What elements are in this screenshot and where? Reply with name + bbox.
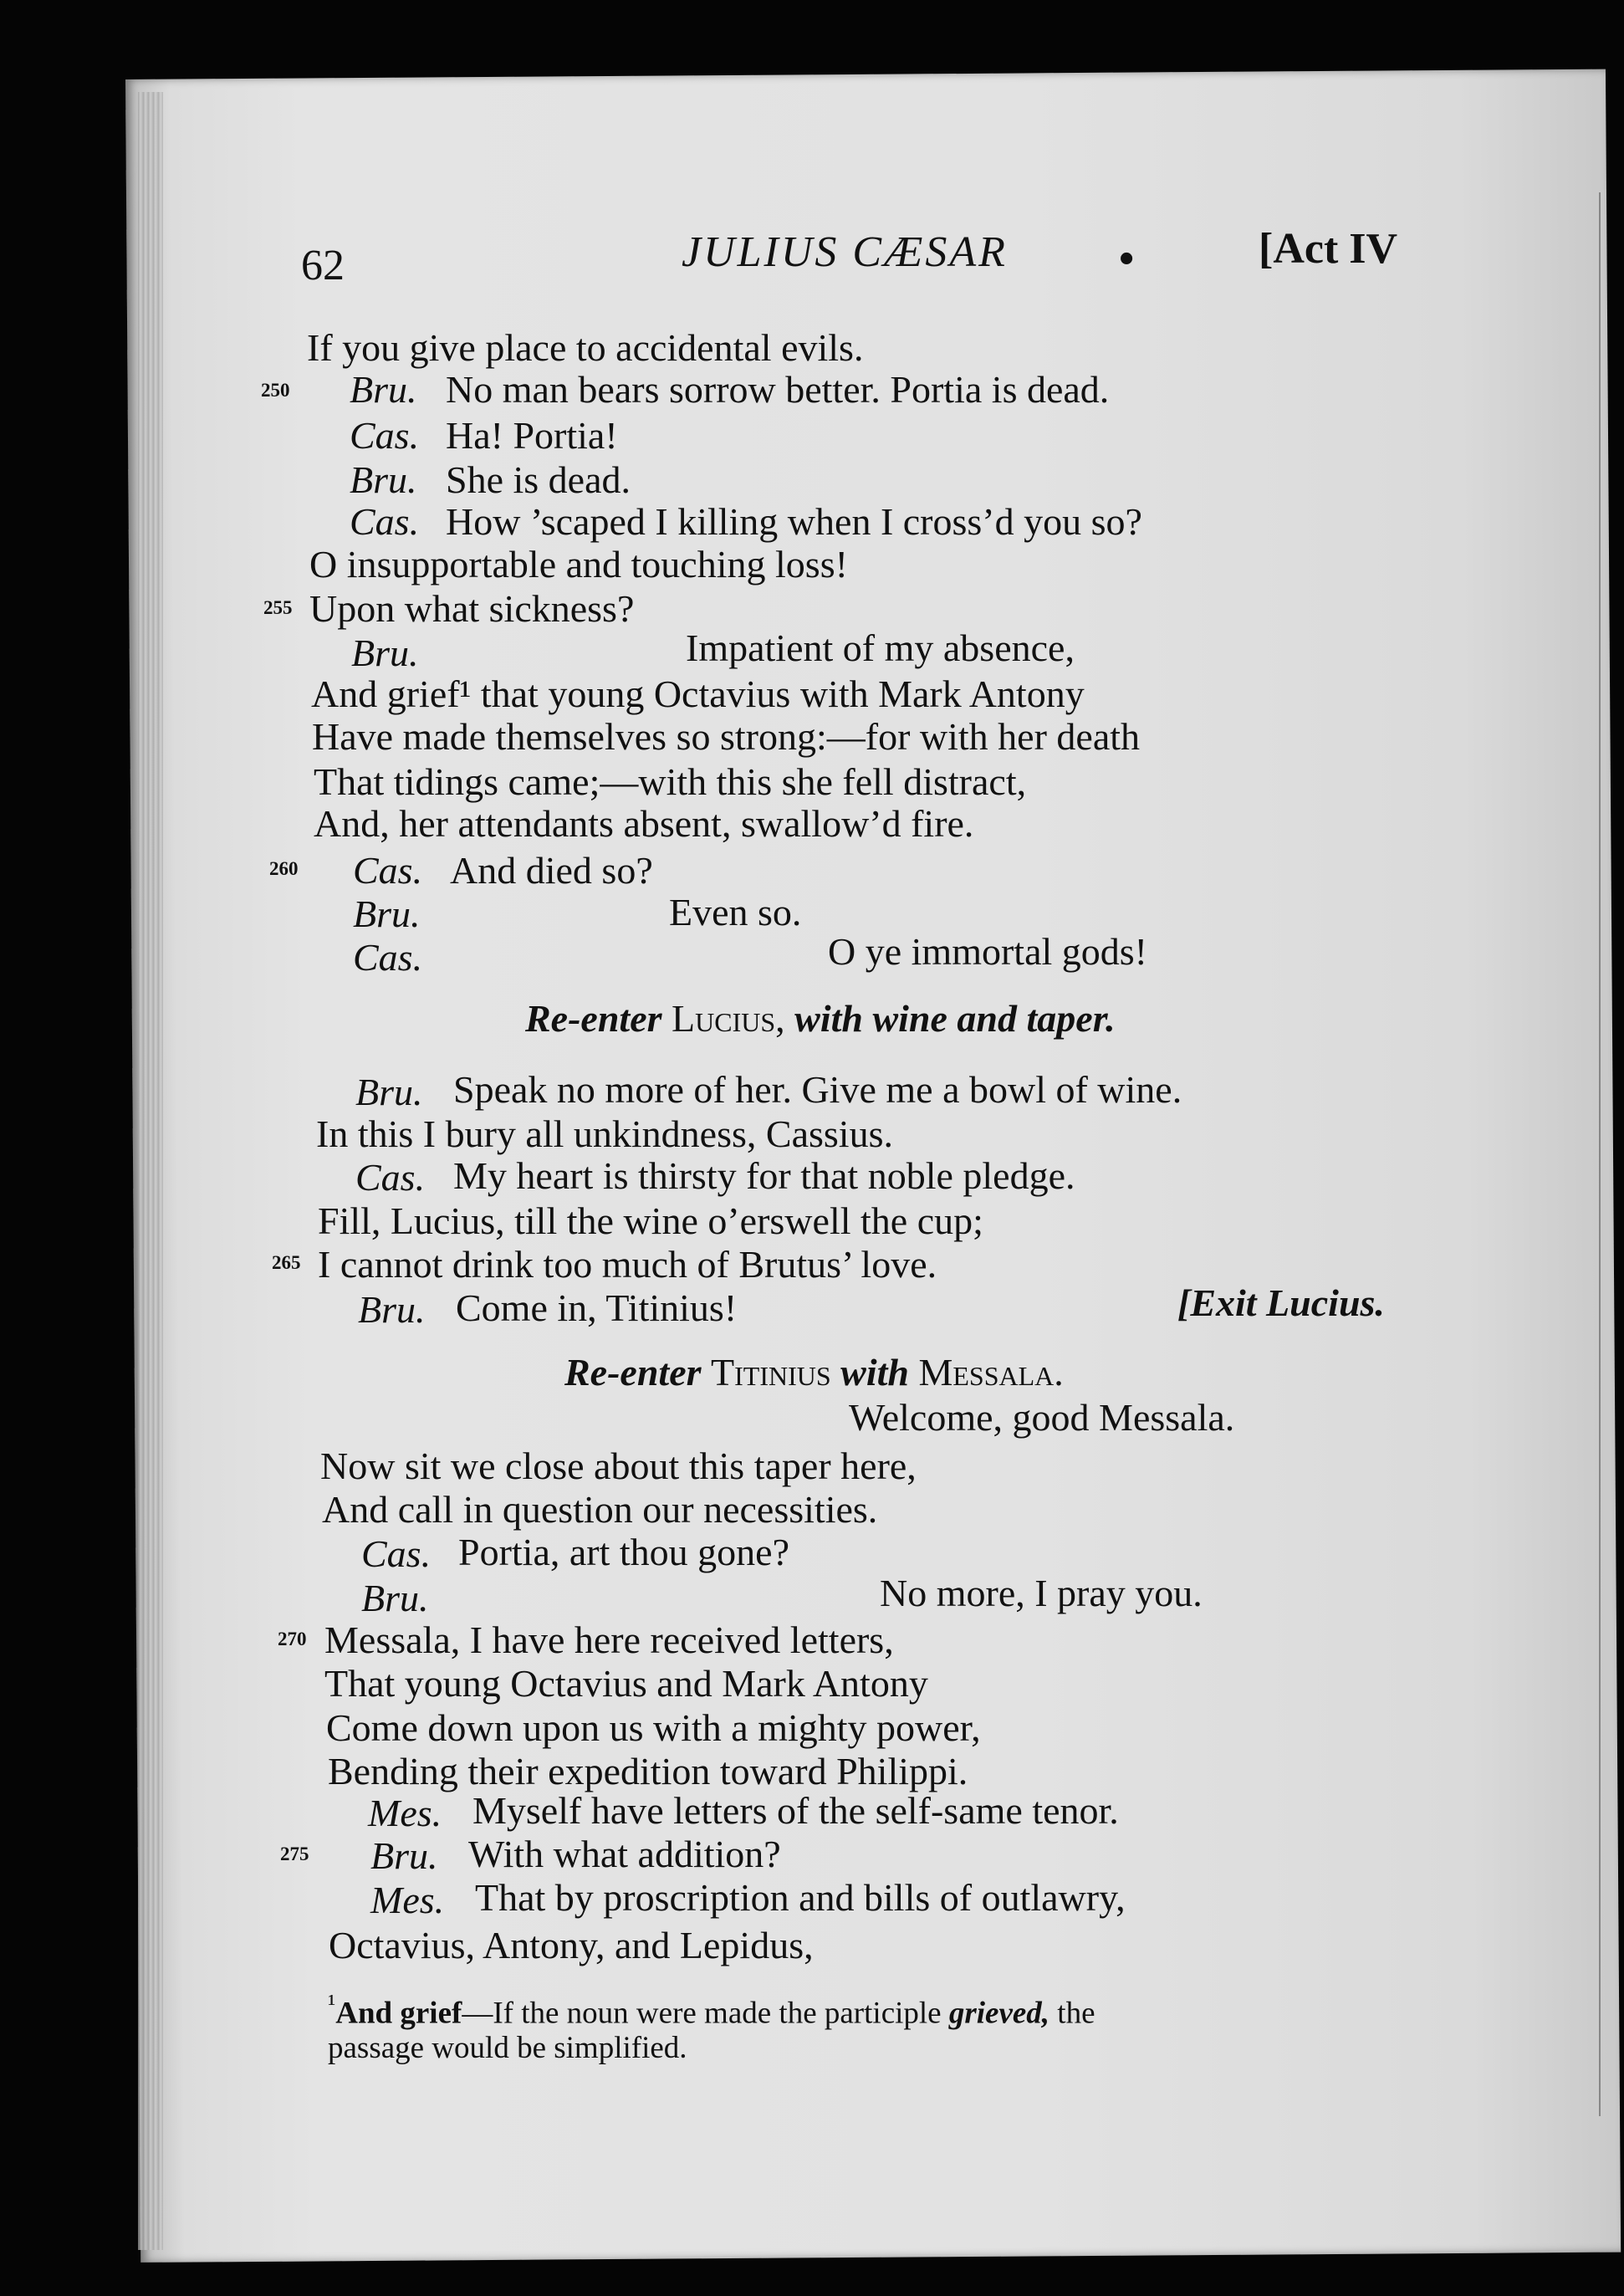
verse-line: In this I bury all unkindness, Cassius. bbox=[316, 1112, 893, 1155]
verse-line: That by proscription and bills of outlawry, bbox=[475, 1876, 1126, 1919]
speaker: Bru. bbox=[370, 1834, 438, 1877]
line-number: 275 bbox=[280, 1843, 309, 1864]
verse-line: And call in question our necessities. bbox=[322, 1488, 878, 1531]
verse-line: Even so. bbox=[669, 891, 802, 933]
line-number: 250 bbox=[261, 380, 290, 401]
footnote-text: the bbox=[1057, 1996, 1095, 2031]
speaker: Bru. bbox=[358, 1288, 426, 1331]
speaker: Cas. bbox=[353, 849, 423, 892]
speaker: Bru. bbox=[350, 368, 417, 411]
speaker: Bru. bbox=[355, 1071, 423, 1113]
verse-line: Impatient of my absence, bbox=[686, 626, 1075, 669]
line-number: 255 bbox=[263, 597, 293, 618]
verse-line: And died so? bbox=[450, 849, 653, 892]
verse-line: No more, I pray you. bbox=[880, 1572, 1203, 1614]
line-number: 270 bbox=[278, 1629, 307, 1649]
verse-line: No man bears sorrow better. Portia is dead. bbox=[446, 368, 1110, 411]
stage-direction-verb: Re-enter bbox=[564, 1351, 702, 1393]
act-label: [Act IV bbox=[1259, 225, 1398, 273]
verse-line: That young Octavius and Mark Antony bbox=[324, 1662, 928, 1705]
speaker: Bru. bbox=[353, 892, 421, 935]
verse-line: With what addition? bbox=[468, 1833, 781, 1875]
verse-line: Upon what sickness? bbox=[309, 587, 635, 630]
verse-line: Octavius, Antony, and Lepidus, bbox=[329, 1924, 814, 1966]
verse-line: Come down upon us with a mighty power, bbox=[326, 1706, 981, 1749]
exit-direction: [Exit Lucius. bbox=[1177, 1281, 1385, 1324]
stage-direction bbox=[525, 997, 1116, 1040]
speaker: Cas. bbox=[355, 1156, 426, 1199]
verse-line: And, her attendants absent, swallow’d fire. bbox=[314, 802, 974, 845]
verse-line: Come in, Titinius! bbox=[456, 1286, 738, 1329]
footnote-line-2: passage would be simplified. bbox=[328, 2031, 687, 2065]
speaker: Cas. bbox=[350, 414, 420, 457]
stage-direction bbox=[564, 1353, 1064, 1392]
line-number: 265 bbox=[272, 1252, 301, 1273]
speaker: Cas. bbox=[361, 1532, 432, 1575]
verse-line: If you give place to accidental evils. bbox=[307, 326, 864, 369]
speaker: Mes. bbox=[370, 1879, 445, 1921]
footnote-term: And grief bbox=[335, 1996, 462, 2031]
running-title: JULIUS CÆSAR bbox=[682, 228, 1008, 276]
stage-direction-text: with bbox=[840, 1351, 909, 1393]
stage-direction-verb: Re-enter bbox=[525, 997, 662, 1040]
verse-line: That tidings came;—with this she fell distract, bbox=[314, 760, 1027, 803]
stage-direction-character: Messala. bbox=[918, 1351, 1064, 1393]
speaker: Bru. bbox=[361, 1577, 429, 1619]
speaker: Bru. bbox=[350, 458, 417, 501]
verse-line: Bending their expedition toward Philippi. bbox=[328, 1750, 968, 1792]
speaker: Mes. bbox=[368, 1792, 442, 1834]
verse-line: Myself have letters of the self-same tenor. bbox=[472, 1789, 1119, 1832]
verse-line: Messala, I have here received letters, bbox=[324, 1618, 894, 1661]
stage-direction-character: Lucius, bbox=[672, 997, 785, 1040]
verse-line: And grief¹ that young Octavius with Mark Antony bbox=[311, 672, 1085, 715]
verse-line: Fill, Lucius, till the wine o’erswell the cup; bbox=[318, 1199, 983, 1242]
footnote-marker: ¹ bbox=[328, 1989, 336, 2017]
speaker: Cas. bbox=[350, 500, 420, 543]
verse-line: She is dead. bbox=[446, 458, 631, 501]
verse-line: Welcome, good Messala. bbox=[849, 1396, 1235, 1439]
verse-line: How ’scaped I killing when I cross’d you so? bbox=[446, 500, 1142, 543]
footnote-emphasis: grieved, bbox=[948, 1996, 1050, 2031]
verse-line: Ha! Portia! bbox=[446, 414, 618, 457]
footnote-text: —If the noun were made the participle bbox=[462, 1996, 942, 2031]
footnote-line-1 bbox=[328, 1989, 1095, 2031]
verse-line: O ye immortal gods! bbox=[828, 930, 1147, 973]
verse-line: Now sit we close about this taper here, bbox=[320, 1445, 917, 1487]
stage-direction-character: Titinius bbox=[711, 1351, 831, 1393]
line-number: 260 bbox=[269, 858, 299, 879]
verse-line: Speak no more of her. Give me a bowl of wine. bbox=[453, 1068, 1182, 1111]
header-bullet: • bbox=[1119, 235, 1135, 283]
verse-line: Portia, art thou gone? bbox=[458, 1531, 790, 1573]
speaker: Bru. bbox=[351, 632, 419, 674]
stage-direction-text: with wine and taper. bbox=[794, 997, 1116, 1040]
verse-line: I cannot drink too much of Brutus’ love. bbox=[318, 1243, 937, 1286]
page-number: 62 bbox=[301, 242, 345, 289]
verse-line: Have made themselves so strong:—for with her death bbox=[312, 715, 1141, 758]
speaker: Cas. bbox=[353, 936, 423, 979]
verse-line: O insupportable and touching loss! bbox=[309, 543, 848, 586]
verse-line: My heart is thirsty for that noble pledge. bbox=[453, 1154, 1075, 1197]
